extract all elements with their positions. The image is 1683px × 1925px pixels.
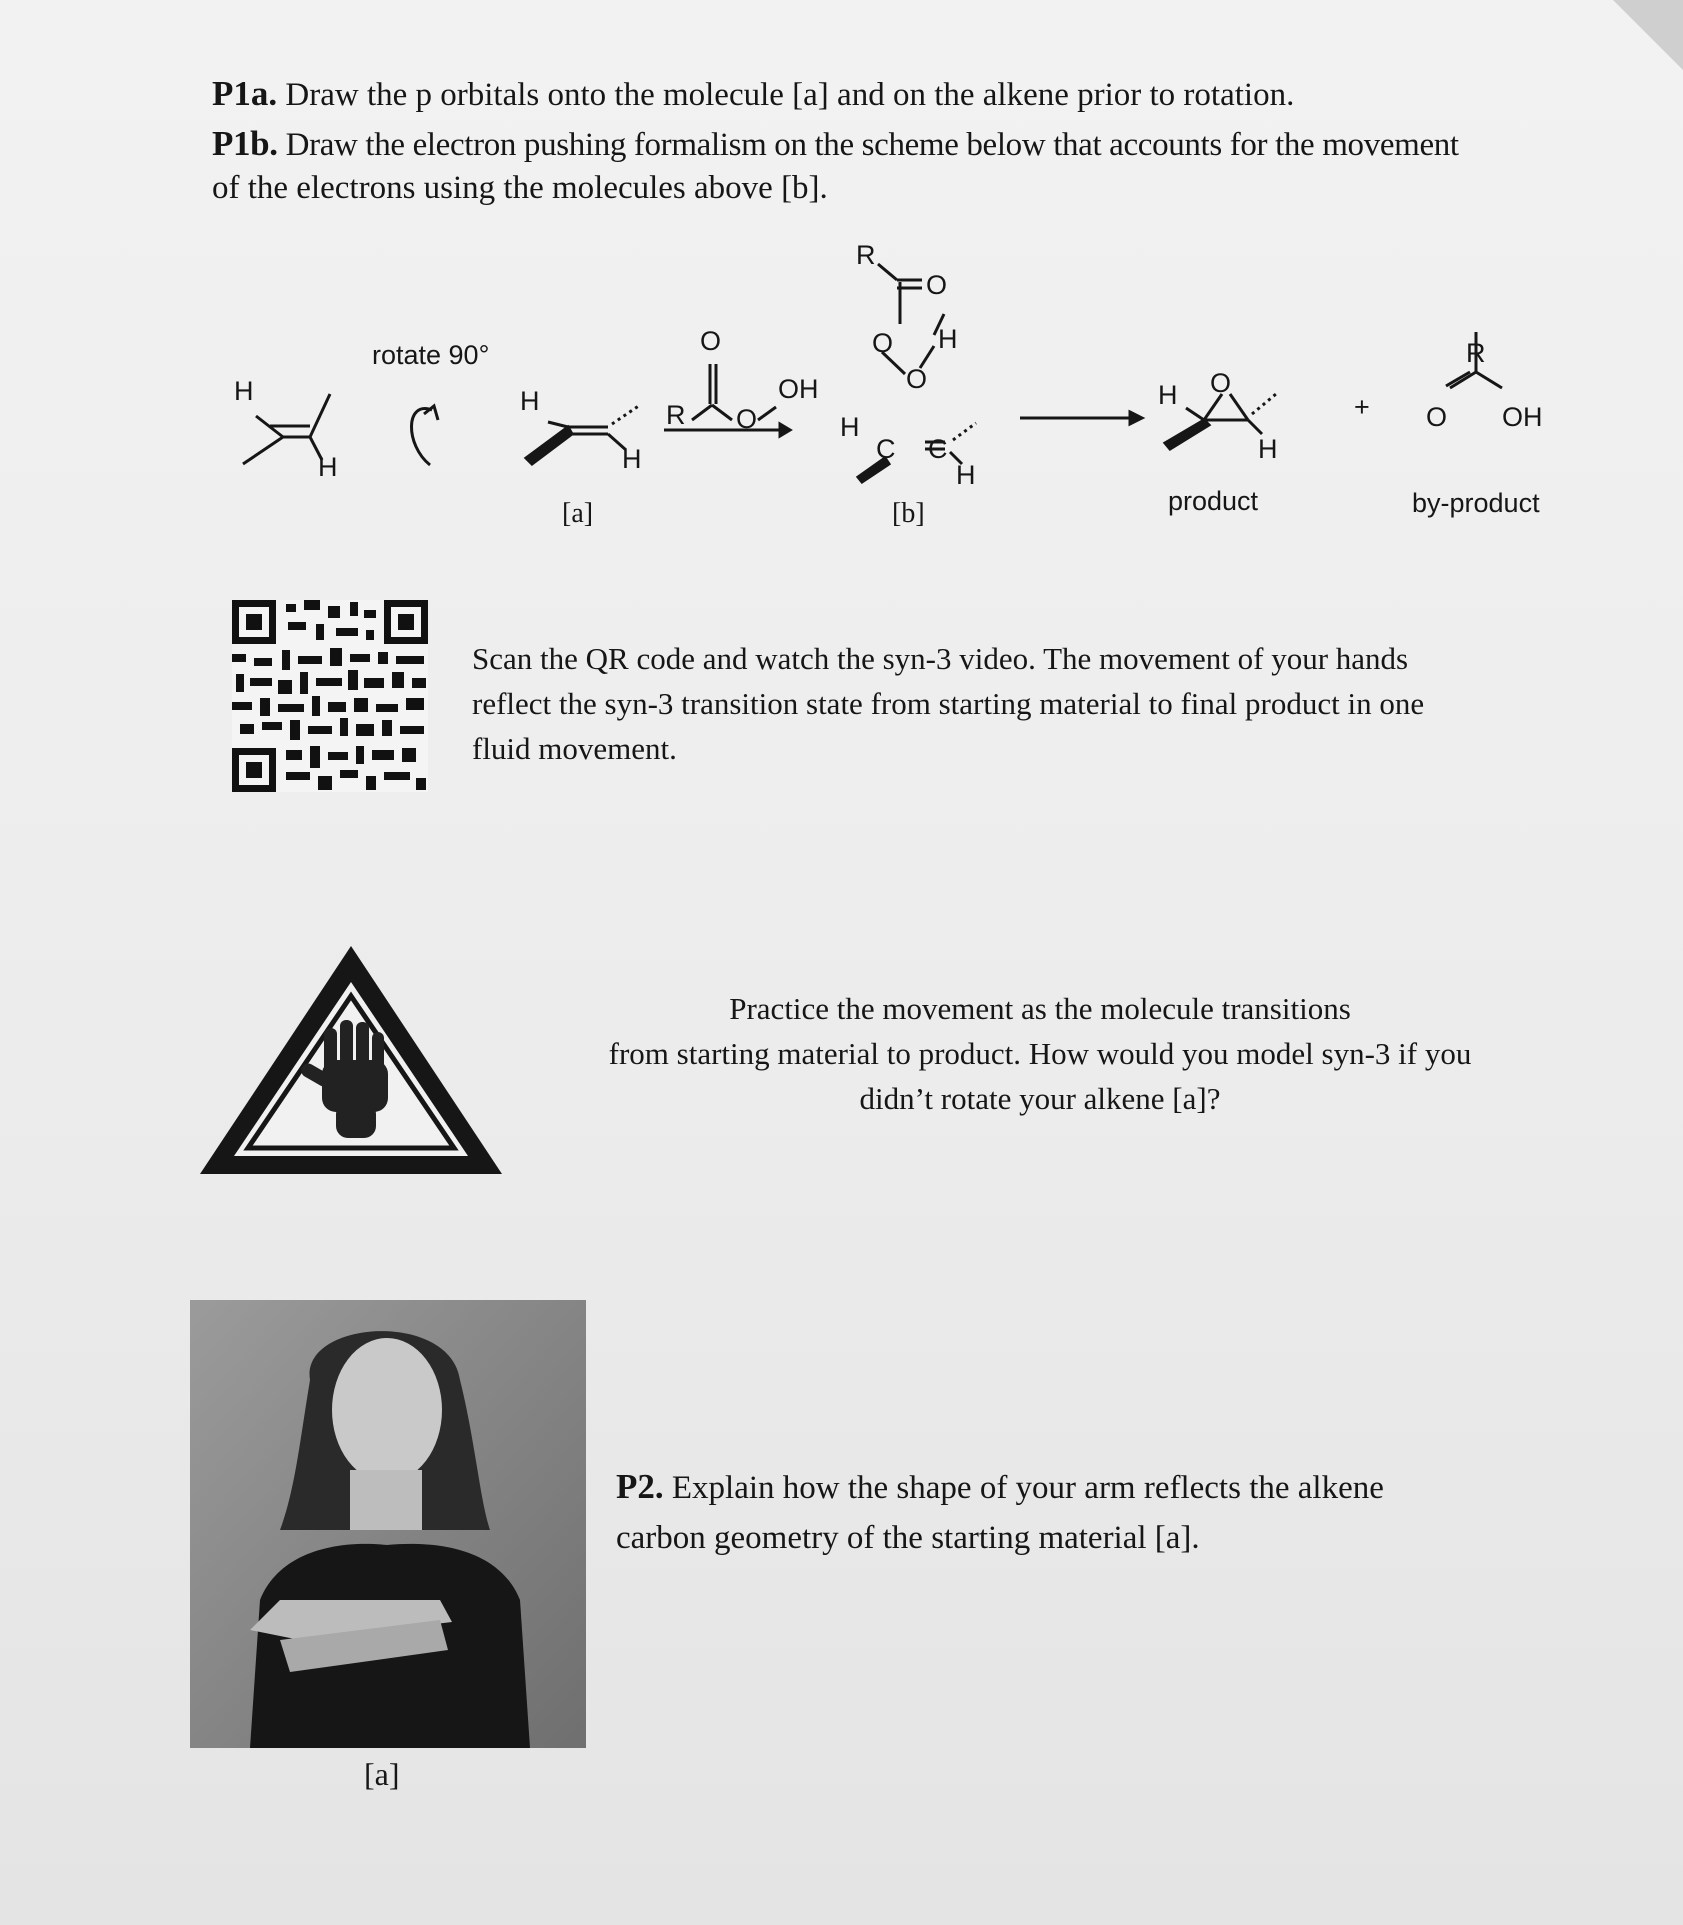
qr-instructions: [472, 636, 1424, 771]
question-p2-text-line1: Explain how the shape of your arm reflects the alkene: [663, 1470, 1384, 1506]
alkene-bond-right-up: [310, 394, 330, 437]
svg-text:O: O: [1426, 402, 1448, 432]
product-label: product: [1168, 486, 1259, 516]
atom-h: H: [234, 376, 254, 406]
svg-text:O: O: [906, 364, 928, 394]
svg-text:R: R: [856, 240, 876, 270]
svg-text:O: O: [1210, 368, 1232, 398]
practice-line3: didn’t rotate your alkene [a]?: [859, 1081, 1221, 1116]
rotate-arrow: [411, 409, 432, 465]
svg-text:R: R: [1466, 338, 1486, 368]
svg-text:H: H: [520, 386, 540, 416]
svg-text:C: C: [876, 434, 896, 464]
label-a: [a]: [562, 498, 594, 529]
svg-text:H: H: [318, 452, 338, 482]
practice-text: [540, 986, 1540, 1121]
photo-caption: [a]: [364, 1756, 400, 1792]
svg-text:H: H: [1158, 380, 1178, 410]
question-p1b: [212, 122, 1459, 167]
person-photo: [190, 1300, 586, 1748]
label-b: [b]: [892, 498, 925, 529]
hand-warning-icon: [196, 942, 506, 1182]
svg-text:H: H: [622, 444, 642, 474]
question-p1a-label: P1a.: [212, 74, 278, 113]
alkene-bond-left: [243, 437, 283, 464]
question-p1a: [212, 72, 1294, 117]
qr-code-graphic: [232, 600, 428, 792]
question-p1b-label: P1b.: [212, 124, 278, 163]
qr-text-line1: Scan the QR code and watch the syn-3 video. The movement of your hands: [472, 641, 1409, 676]
page-corner-shadow: [1613, 0, 1683, 70]
qr-text-line3: fluid movement.: [472, 731, 677, 766]
rotate-label: rotate 90°: [372, 340, 490, 370]
svg-text:O: O: [926, 270, 948, 300]
question-p1b-text-line1: Draw the electron pushing formalism on the scheme below that accounts for the movement: [277, 127, 1459, 163]
practice-line1: Practice the movement as the molecule transitions: [729, 991, 1351, 1026]
practice-line2: from starting material to product. How would you model syn-3 if you: [608, 1036, 1472, 1071]
svg-text:H: H: [1258, 434, 1278, 464]
svg-text:OH: OH: [778, 374, 819, 404]
qr-text-line2: reflect the syn-3 transition state from starting material to final product in one: [472, 686, 1425, 721]
svg-text:H: H: [840, 412, 860, 442]
svg-text:H: H: [956, 460, 976, 490]
svg-text:O: O: [736, 404, 758, 434]
question-p1b-line2: of the electrons using the molecules above [b].: [212, 170, 828, 206]
svg-text:O: O: [700, 326, 722, 356]
svg-text:C: C: [928, 434, 948, 464]
question-p2-label: P2.: [616, 1467, 664, 1506]
svg-text:H: H: [938, 324, 958, 354]
byproduct-label: by-product: [1412, 488, 1540, 518]
svg-text:R: R: [666, 400, 686, 430]
question-p2-text-line2: carbon geometry of the starting material [a].: [616, 1520, 1200, 1556]
svg-text:OH: OH: [1502, 402, 1543, 432]
qr-code[interactable]: [232, 600, 428, 792]
question-p2: [616, 1462, 1384, 1563]
question-p1a-text: Draw the p orbitals onto the molecule [a] and on the alkene prior to rotation.: [277, 77, 1295, 113]
svg-text:O: O: [872, 328, 894, 358]
plus-sign: +: [1354, 392, 1370, 422]
